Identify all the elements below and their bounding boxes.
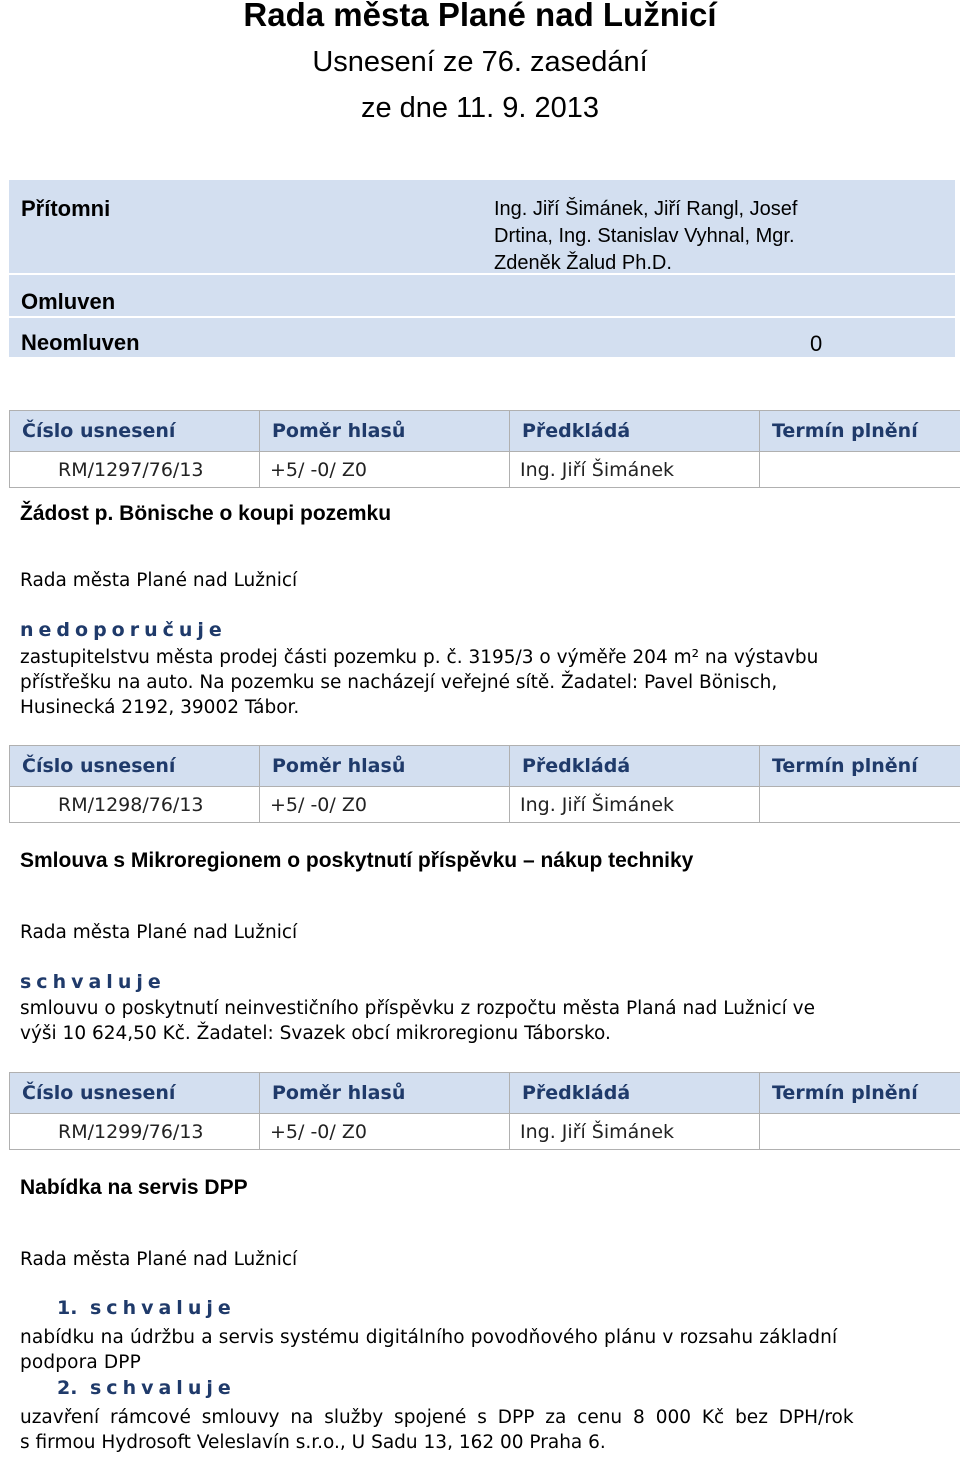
resolution-table (9, 410, 960, 488)
unexcused-label: Neomluven (21, 330, 140, 355)
resolution-votes: +5/ -0/ Z0 (260, 1114, 510, 1150)
resolution-votes: +5/ -0/ Z0 (260, 452, 510, 488)
header-presenter: Předkládá (510, 746, 760, 787)
header-deadline: Termín plnění (760, 1073, 960, 1114)
resolution-deadline (760, 452, 960, 488)
header-votes: Poměr hlasů (260, 1073, 510, 1114)
verdict: schvaluje (90, 1297, 236, 1319)
verdict: nedoporučuje (20, 619, 227, 641)
item-number: 2. (57, 1377, 78, 1399)
header-number: Číslo usnesení (10, 746, 260, 787)
header-number: Číslo usnesení (10, 1073, 260, 1114)
resolution-presenter: Ing. Jiří Šimánek (510, 787, 760, 823)
resolution-text: nabídku na údržbu a servis systému digitálního povodňového plánu v rozsahu základní podpora DPP (20, 1327, 838, 1373)
header-votes: Poměr hlasů (260, 746, 510, 787)
resolution-number: RM/1299/76/13 (10, 1114, 260, 1150)
resolution-number: RM/1297/76/13 (10, 452, 260, 488)
present-names: Ing. Jiří Šimánek, Jiří Rangl, Josef Drtina, Ing. Stanislav Vyhnal, Mgr. Zdeněk Žalud Ph.D. (494, 198, 798, 274)
resolution-number: RM/1298/76/13 (10, 787, 260, 823)
resolution-title: Smlouva s Mikroregionem o poskytnutí příspěvku – nákup techniky (20, 849, 694, 872)
resolution-text: zastupitelstvu města prodej části pozemku p. č. 3195/3 o výměře 204 m² na výstavbu přístřešku na auto. Na pozemku se nacházejí veřejné sítě. Žadatel: Pavel Bönisch, Husinecká 2192, 39002 Tábor. (20, 647, 819, 718)
header-deadline: Termín plnění (760, 746, 960, 787)
header-presenter: Předkládá (510, 411, 760, 452)
resolution-title: Žádost p. Bönische o koupi pozemku (20, 502, 392, 525)
header-number: Číslo usnesení (10, 411, 260, 452)
excused-label: Omluven (21, 289, 116, 314)
header-presenter: Předkládá (510, 1073, 760, 1114)
page-title: Rada města Plané nad Lužnicí (243, 0, 717, 33)
resolution-votes: +5/ -0/ Z0 (260, 787, 510, 823)
council-name: Rada města Plané nad Lužnicí (20, 1249, 298, 1270)
council-name: Rada města Plané nad Lužnicí (20, 922, 298, 943)
verdict: schvaluje (90, 1377, 236, 1399)
resolution-text: smlouvu o poskytnutí neinvestičního příspěvku z rozpočtu města Planá nad Lužnicí ve výši 10 624,50 Kč. Žadatel: Svazek obcí mikroregionu Táborsko. (20, 998, 816, 1044)
resolution-deadline (760, 787, 960, 823)
council-name: Rada města Plané nad Lužnicí (20, 570, 298, 591)
unexcused-count: 0 (810, 331, 823, 356)
header-deadline: Termín plnění (760, 411, 960, 452)
resolution-presenter: Ing. Jiří Šimánek (510, 452, 760, 488)
resolution-title: Nabídka na servis DPP (20, 1176, 248, 1199)
resolution-presenter: Ing. Jiří Šimánek (510, 1114, 760, 1150)
resolution-deadline (760, 1114, 960, 1150)
header-votes: Poměr hlasů (260, 411, 510, 452)
session-date: ze dne 11. 9. 2013 (360, 92, 600, 124)
item-number: 1. (57, 1297, 78, 1319)
present-label: Přítomni (21, 196, 111, 221)
verdict: schvaluje (20, 971, 166, 993)
resolution-text: uzavření rámcové smlouvy na služby spojené s DPP za cenu 8 000 Kč bez DPH/rok s firmou Hydrosoft Veleslavín s.r.o., U Sadu 13, 162 00 Praha 6. (20, 1407, 854, 1453)
attendance-block (9, 180, 955, 357)
resolution-table (9, 1072, 960, 1150)
resolution-table (9, 745, 960, 823)
session-subtitle: Usnesení ze 76. zasedání (312, 46, 648, 78)
